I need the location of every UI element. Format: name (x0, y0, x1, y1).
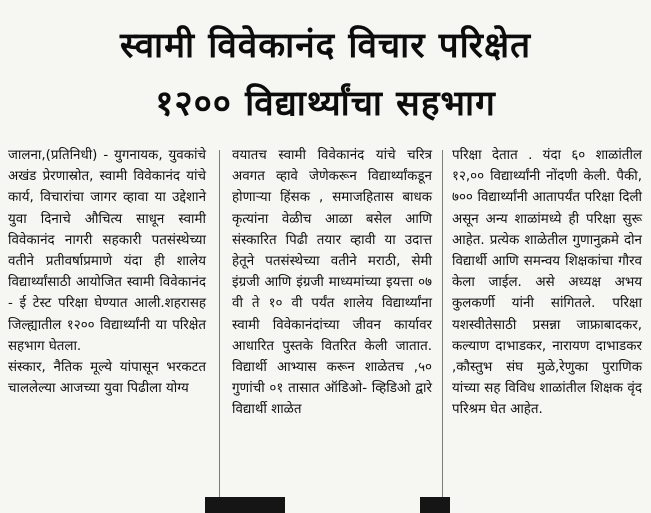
cut-off-headline-fragment (420, 497, 450, 513)
article-column-3 (452, 145, 642, 421)
column-1-paragraph-2: संस्कार, नैतिक मूल्ये यांपासून भरकटत चाललेल्या आजच्या युवा पिढीला योग्य (8, 360, 206, 397)
column-3-paragraph-1: परिक्षा देतात . यंदा ६० शाळांतील १२,०० विद्यार्थ्यांनी नोंदणी केली. पैकी, ७०० विद्यार्थ्यांनी आतापर्यंत परिक्षा दिली असून अन्य शाळांमध्ये ही परिक्षा सुरू आहेत. प्रत्येक शाळेतील गुणानुक्रमे दोन विद्यार्थी आणि समन्वय शिक्षकांचा गौरव केला जाईल. असे अध्यक्ष अभय कुलकर्णी यांनी सांगितले. परिक्षा यशस्वीतेसाठी प्रसन्ना जाफ्राबादकर, कल्याण दाभाडकर, नारायण दाभाडकर ,कौस्तुभ संघ मुळे,रेणुका पुराणिक यांच्या सह विविध शाळांतील शिक्षक वृंद परिश्रम घेत आहेत. (452, 148, 642, 418)
cut-off-headline-fragment (205, 497, 285, 513)
headline-line-1: स्वामी विवेकानंद विचार परिक्षेत (119, 26, 532, 66)
article-column-2 (232, 145, 432, 421)
column-1-paragraph-1: जालना,(प्रतिनिधी) - युगनायक, युवकांचे अखंड प्रेरणास्रोत, स्वामी विवेकानंद यांचे कार्य, विचारांचा जागर व्हावा या उद्देशाने युवा दिनाचे औचित्य साधून स्वामी विवेकानंद नागरी सहकारी पतसंस्थेच्या वतीने प्रतीवर्षाप्रमाणे यंदा ही शालेय विद्यार्थ्यांसाठी आयोजित स्वामी विवेकानंद - ई टेस्ट परिक्षा घेण्यात आली.शहरासह जिल्ह्यातील १२०० विद्यार्थ्यांनी या परिक्षेत सहभाग घेतला. (8, 148, 206, 354)
column-divider-2 (442, 150, 443, 498)
column-2-paragraph-1: वयातच स्वामी विवेकानंद यांचे चरित्र अवगत व्हावे जेणेकरून विद्यार्थ्यांकडून होणाऱ्या हिंसक , समाजहितास बाधक कृत्यांना वेळीच आळा बसेल आणि संस्कारित पिढी तयार व्हावी या उदात्त हेतूने पतसंस्थेच्या वतीने मराठी, सेमी इंग्रजी आणि इंग्रजी माध्यमांच्या इयत्ता ०७ वी ते १० वी पर्यंत शालेय विद्यार्थ्यांना स्वामी विवेकानंदांच्या जीवन कार्यावर आधारित पुस्तके वितरित केली जातात. विद्यार्थी आभ्यास करून शाळेतच ,५० गुणांची ०१ तासात ऑडिओ- व्हिडिओ द्वारे विद्यार्थी शाळेत (232, 148, 432, 418)
headline-line-2: १२०० विद्यार्थ्यांचा सहभाग (155, 84, 496, 124)
column-divider-1 (219, 150, 220, 498)
article-column-1 (8, 145, 206, 399)
